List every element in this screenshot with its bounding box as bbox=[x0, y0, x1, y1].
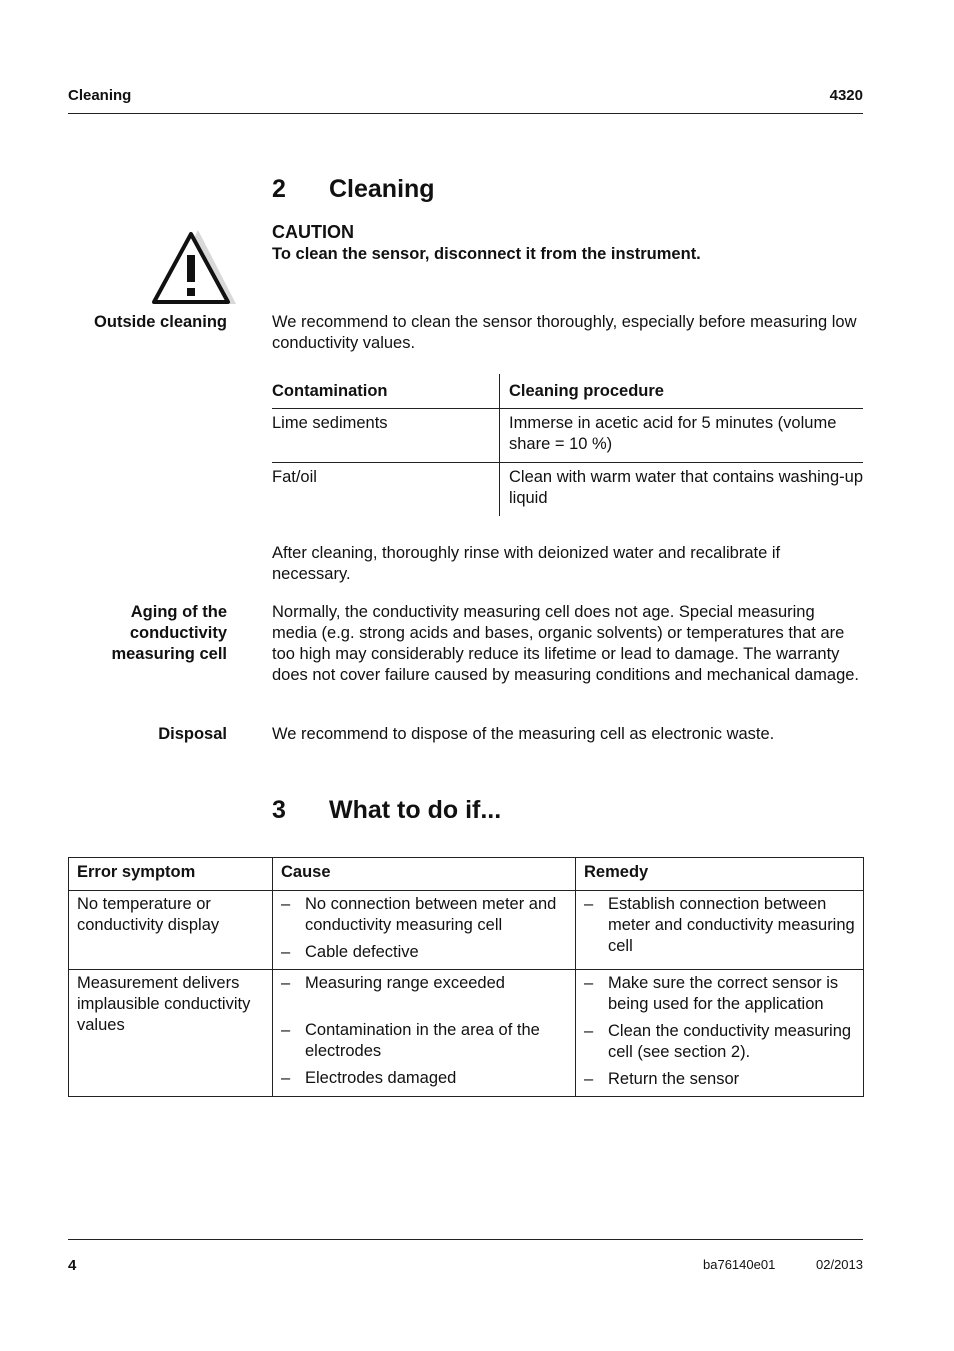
column-header-error-symptom: Error symptom bbox=[69, 858, 273, 891]
table-row bbox=[272, 409, 863, 463]
footer-divider bbox=[68, 1239, 863, 1240]
page-number: 4 bbox=[68, 1257, 77, 1274]
list-item: – Make sure the correct sensor is being used for the application bbox=[584, 973, 863, 1015]
aging-label-line: measuring cell bbox=[111, 645, 227, 663]
list-item: – Clean the conductivity measuring cell (see section 2). bbox=[584, 1021, 863, 1063]
table-header-row bbox=[272, 374, 863, 409]
section-2-title: Cleaning bbox=[329, 175, 435, 203]
symptom-cell: Measurement delivers implausible conductivity values bbox=[69, 970, 273, 1097]
column-header-cleaning-procedure: Cleaning procedure bbox=[500, 374, 864, 409]
column-header-contamination: Contamination bbox=[272, 374, 500, 409]
list-item: – Contamination in the area of the electrodes bbox=[281, 1020, 575, 1062]
table-row bbox=[69, 891, 864, 970]
list-item: – No connection between meter and conductivity measuring cell bbox=[281, 894, 575, 936]
aging-text: Normally, the conductivity measuring cell does not age. Special measuring media (e.g. strong acids and bases, organic solvents) or temperatures that are too high may considerably reduce its lifetime or lead to damage. The warranty does not cover failure caused by measuring conditions and mechanical damage. bbox=[272, 603, 860, 684]
section-2-number: 2 bbox=[272, 175, 286, 203]
table-row bbox=[272, 463, 863, 517]
running-header-model: 4320 bbox=[829, 87, 863, 104]
cause-cell bbox=[273, 891, 576, 970]
symptom-cell: No temperature or conductivity display bbox=[69, 891, 273, 970]
section-3-number: 3 bbox=[272, 796, 286, 824]
procedure-cell: Immerse in acetic acid for 5 minutes (volume share = 10 %) bbox=[500, 409, 864, 463]
list-item: – Cable defective bbox=[281, 942, 575, 963]
contamination-table bbox=[272, 374, 863, 516]
column-header-cause: Cause bbox=[273, 858, 576, 891]
aging-label-line: Aging of the bbox=[130, 603, 227, 621]
troubleshooting-table bbox=[68, 857, 864, 1097]
list-item: – Electrodes damaged bbox=[281, 1068, 575, 1089]
section-3-title: What to do if... bbox=[329, 796, 502, 824]
list-item: – Measuring range exceeded bbox=[281, 973, 575, 994]
after-cleaning-text: After cleaning, thoroughly rinse with deionized water and recalibrate if necessary. bbox=[272, 544, 781, 583]
cause-cell bbox=[273, 970, 576, 1097]
remedy-cell bbox=[576, 891, 864, 970]
outside-cleaning-label: Outside cleaning bbox=[94, 313, 227, 331]
document-id: ba76140e01 bbox=[703, 1257, 776, 1272]
contamination-cell: Lime sediments bbox=[272, 409, 500, 463]
caution-text: To clean the sensor, disconnect it from the instrument. bbox=[272, 245, 701, 263]
procedure-cell: Clean with warm water that contains washing-up liquid bbox=[500, 463, 864, 517]
disposal-text: We recommend to dispose of the measuring cell as electronic waste. bbox=[272, 725, 775, 743]
header-divider bbox=[68, 113, 863, 114]
caution-title: CAUTION bbox=[272, 222, 354, 242]
table-row bbox=[69, 970, 864, 1097]
aging-label bbox=[111, 602, 227, 665]
contamination-cell: Fat/oil bbox=[272, 468, 317, 486]
column-header-remedy: Remedy bbox=[576, 858, 864, 891]
list-item: – Return the sensor bbox=[584, 1069, 863, 1090]
disposal-label: Disposal bbox=[158, 725, 227, 743]
list-item: – Establish connection between meter and conductivity measuring cell bbox=[584, 894, 863, 957]
running-header-section: Cleaning bbox=[68, 87, 132, 104]
warning-triangle-icon bbox=[150, 228, 236, 306]
aging-label-line: conductivity bbox=[129, 624, 227, 642]
remedy-cell bbox=[576, 970, 864, 1097]
outside-cleaning-text: We recommend to clean the sensor thoroughly, especially before measuring low conductivity values. bbox=[272, 313, 857, 352]
table-header-row bbox=[69, 858, 864, 891]
document-date: 02/2013 bbox=[816, 1257, 863, 1272]
